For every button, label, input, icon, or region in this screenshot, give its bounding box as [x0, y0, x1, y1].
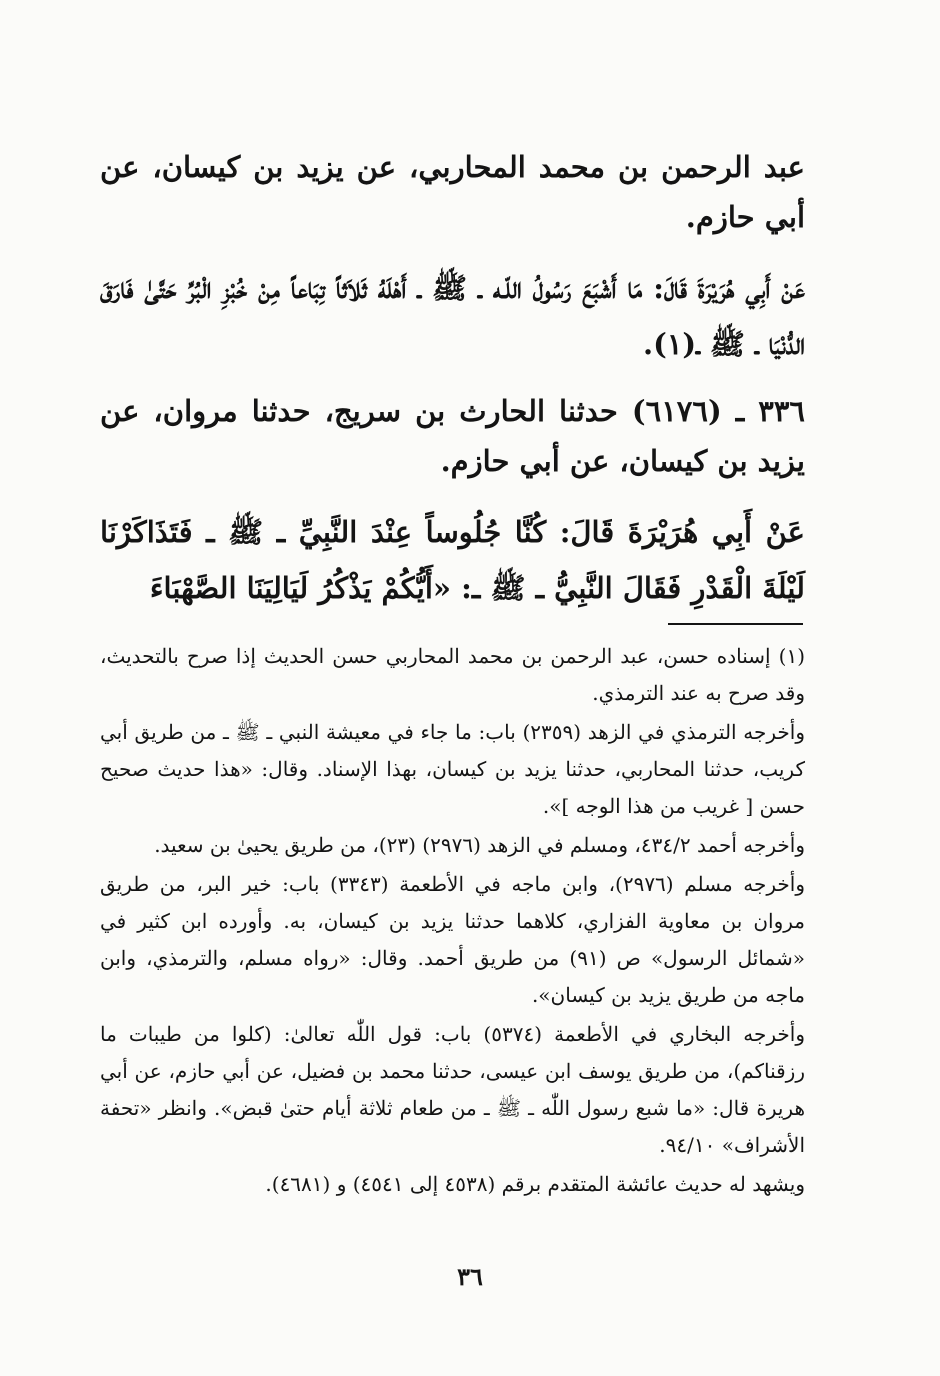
footnote-1: (١) إسناده حسن، عبد الرحمن بن محمد المحاربي حسن الحديث إذا صرح بالتحديث، وقد صرح به عند الترمذي.: [100, 644, 805, 705]
hadith-text-1: عَنْ أَبِي هُرَيْرَةَ قَالَ: مَا أَشْبَعَ رَسُولُ اللّـه ـ ﷺ ـ أَهْلَهُ ثَلاَثاً تِبَاعاً مِنْ خُبْزِ الْبُرِّ حَتَّىٰ فَارَقَ الدُّنْيَا ـ ﷺ ـ(١).: [100, 271, 805, 361]
footnote-divider: [668, 623, 803, 625]
footnote-aisha: ويشهد له حديث عائشة المتقدم برقم (٤٥٣٨ إلى ٤٥٤١) و (٤٦٨١).: [265, 1172, 805, 1196]
footnotes: [100, 638, 805, 1205]
footnote-tirmidhi: وأخرجه الترمذي في الزهد (٢٣٥٩) باب: ما جاء في معيشة النبي ـ ﷺ ـ من طريق أبي كريب، حدثنا المحاربي، حدثنا يزيد بن كيسان، بهذا الإسناد. وقال: «هذا حديث صحيح حسن [ غريب من هذا الوجه ]».: [100, 720, 805, 818]
footnote-bukhari: وأخرجه البخاري في الأطعمة (٥٣٧٤) باب: قول اللّٰه تعالىٰ: (كلوا من طيبات ما رزقناكم)، من طريق يوسف ابن عيسى، حدثنا محمد بن فضيل، عن أبي حازم، عن أبي هريرة قال: «ما شبع رسول اللّٰه ـ ﷺ ـ من طعام ثلاثة أيام حتىٰ قبض». وانظر «تحفة الأشراف» ٩٤/١٠.: [100, 1022, 805, 1157]
isnad-paragraph-336: ٣٣٦ ـ (٦١٧٦) حدثنا الحارث بن سريج، حدثنا مروان، عن يزيد بن كيسان، عن أبي حازم.: [100, 394, 805, 478]
main-text: [100, 142, 805, 630]
isnad-paragraph-1: عبد الرحمن بن محمد المحاربي، عن يزيد بن كيسان، عن أبي حازم.: [100, 150, 805, 234]
footnote-ahmad: وأخرجه أحمد ٤٣٤/٢، ومسلم في الزهد (٢٩٧٦) (٢٣)، من طريق يحيىٰ بن سعيد.: [154, 833, 805, 857]
footnote-muslim: وأخرجه مسلم (٢٩٧٦)، وابن ماجه في الأطعمة (٣٣٤٣) باب: خير البر، من طريق مروان بن معاوية الفزاري، كلاهما حدثنا يزيد بن كيسان، به. وأورده ابن كثير في «شمائل الرسول» ص (٩١) من طريق أحمد. وقال: «رواه مسلم، والترمذي، وابن ماجه من طريق يزيد بن كيسان».: [100, 872, 805, 1007]
hadith-text-2: عَنْ أَبِي هُرَيْرَةَ قَالَ: كُنَّا جُلُوساً عِنْدَ النَّبِيِّ ـ ﷺ ـ فَتَذَاكَرْنَا لَيْلَةَ الْقَدْرِ فَقَالَ النَّبِيُّ ـ ﷺ ـ: «أَيُّكُمْ يَذْكُرُ لَيَالِيَنَا الصَّهْبَاءَ: [100, 515, 805, 605]
page-number: ٣٦: [457, 1262, 483, 1291]
